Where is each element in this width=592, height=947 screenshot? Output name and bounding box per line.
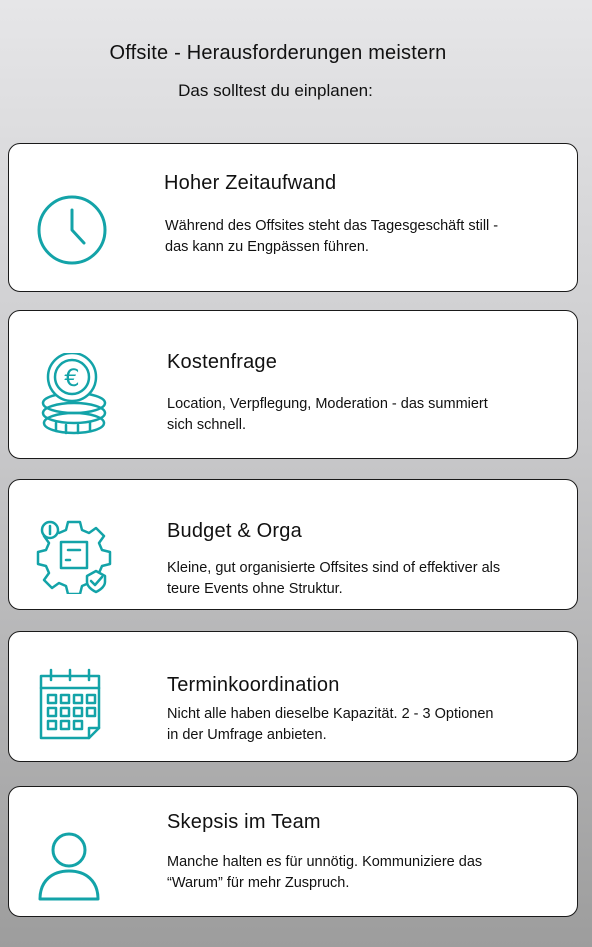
card-description: Manche halten es für unnötig. Kommuniziere das “Warum” für mehr Zuspruch.	[167, 854, 483, 891]
card-title: Skepsis im Team	[167, 811, 321, 833]
user-icon	[37, 831, 101, 903]
card-title: Terminkoordination	[167, 674, 340, 696]
card-description: Kleine, gut organisierte Offsites sind of effektiver als teure Events ohne Struktur.	[167, 560, 501, 597]
card-description: Während des Offsites steht das Tagesgeschäft still - das kann zu Engpässen führen.	[165, 218, 499, 255]
card-kostenfrage	[8, 310, 578, 459]
budget-gear-icon	[35, 516, 113, 594]
card-skepsis-im-team	[8, 786, 578, 917]
svg-text:€: €	[64, 364, 80, 392]
card-terminkoordination	[8, 631, 578, 762]
card-hoher-zeitaufwand	[8, 143, 578, 292]
card-budget-orga	[8, 479, 578, 610]
page-subtitle: Das solltest du einplanen:	[178, 81, 373, 100]
calendar-icon	[37, 668, 103, 740]
card-title: Kostenfrage	[167, 351, 278, 373]
card-description: Nicht alle haben dieselbe Kapazität. 2 - 3 Optionen in der Umfrage anbieten.	[167, 706, 494, 743]
page-title: Offsite - Herausforderungen meistern	[109, 42, 447, 64]
card-title: Budget & Orga	[167, 520, 302, 542]
card-description: Location, Verpflegung, Moderation - das summiert sich schnell.	[167, 396, 488, 433]
card-title: Hoher Zeitaufwand	[164, 172, 337, 194]
clock-icon	[36, 194, 108, 266]
euro-coins-icon	[36, 353, 112, 439]
